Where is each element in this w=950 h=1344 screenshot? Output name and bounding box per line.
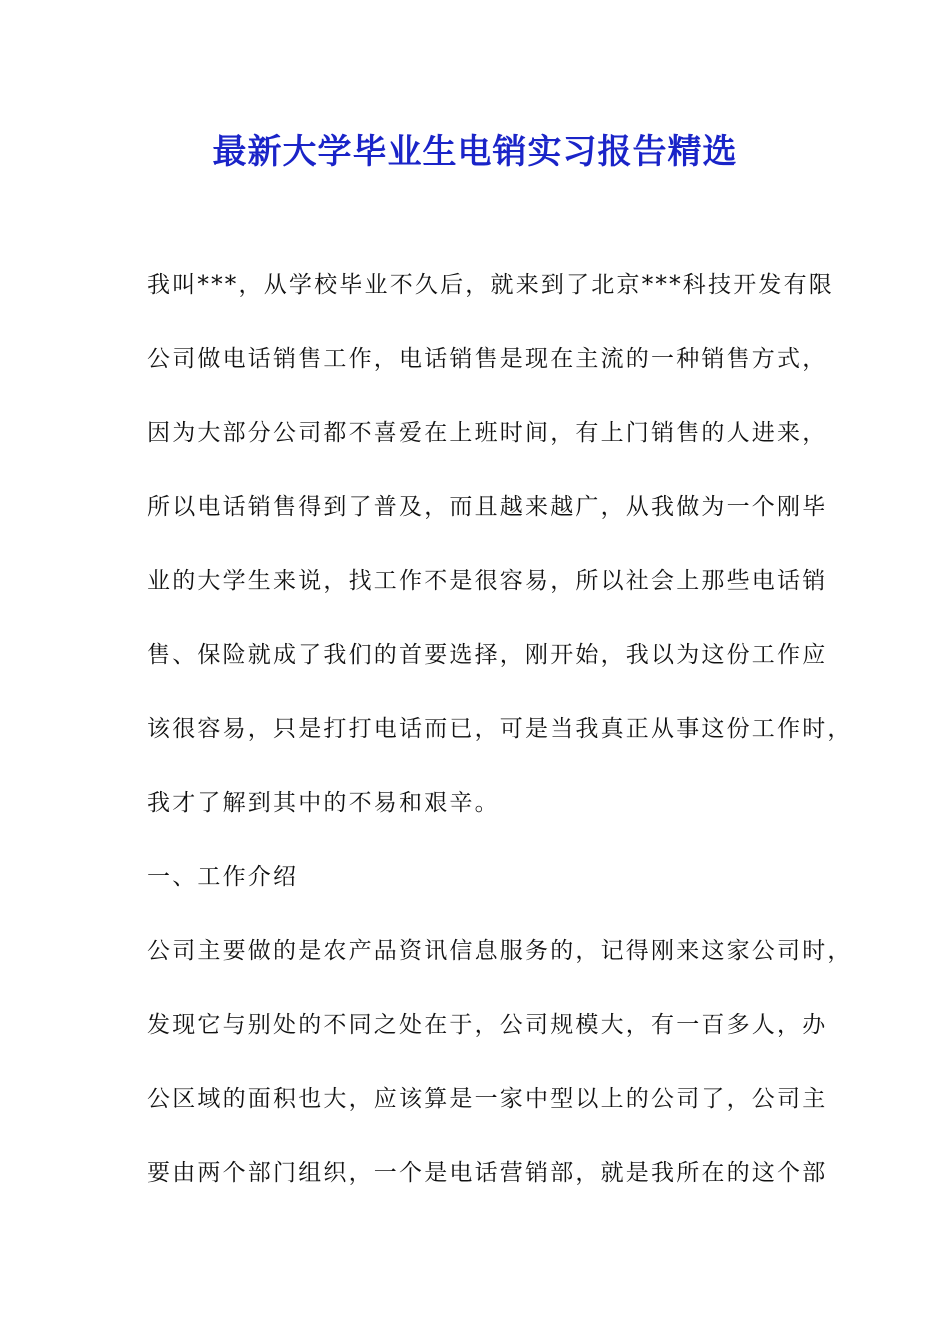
body-line: 我才了解到其中的不易和艰辛。 <box>147 790 500 816</box>
body-line: 公司做电话销售工作，电话销售是现在主流的一种销售方式， <box>147 346 828 372</box>
body-line: 业的大学生来说，找工作不是很容易，所以社会上那些电话销 <box>147 568 828 594</box>
document-body <box>147 262 853 1224</box>
body-line: 公区域的面积也大，应该算是一家中型以上的公司了，公司主 <box>147 1086 828 1112</box>
body-line: 我叫***，从学校毕业不久后，就来到了北京***科技开发有限 <box>147 272 834 298</box>
body-line: 要由两个部门组织，一个是电话营销部，就是我所在的这个部 <box>147 1160 828 1186</box>
body-line: 所以电话销售得到了普及，而且越来越广，从我做为一个刚毕 <box>147 494 828 520</box>
section-heading: 一、工作介绍 <box>147 864 299 890</box>
body-line: 因为大部分公司都不喜爱在上班时间，有上门销售的人进来， <box>147 420 828 446</box>
document-title: 最新大学毕业生电销实习报告精选 <box>212 132 738 172</box>
body-line: 该很容易，只是打打电话而已，可是当我真正从事这份工作时， <box>147 716 853 742</box>
body-line: 公司主要做的是农产品资讯信息服务的，记得刚来这家公司时， <box>147 938 853 964</box>
body-line: 售、保险就成了我们的首要选择，刚开始，我以为这份工作应 <box>147 642 828 668</box>
body-line: 发现它与别处的不同之处在于，公司规模大，有一百多人，办 <box>147 1012 828 1038</box>
